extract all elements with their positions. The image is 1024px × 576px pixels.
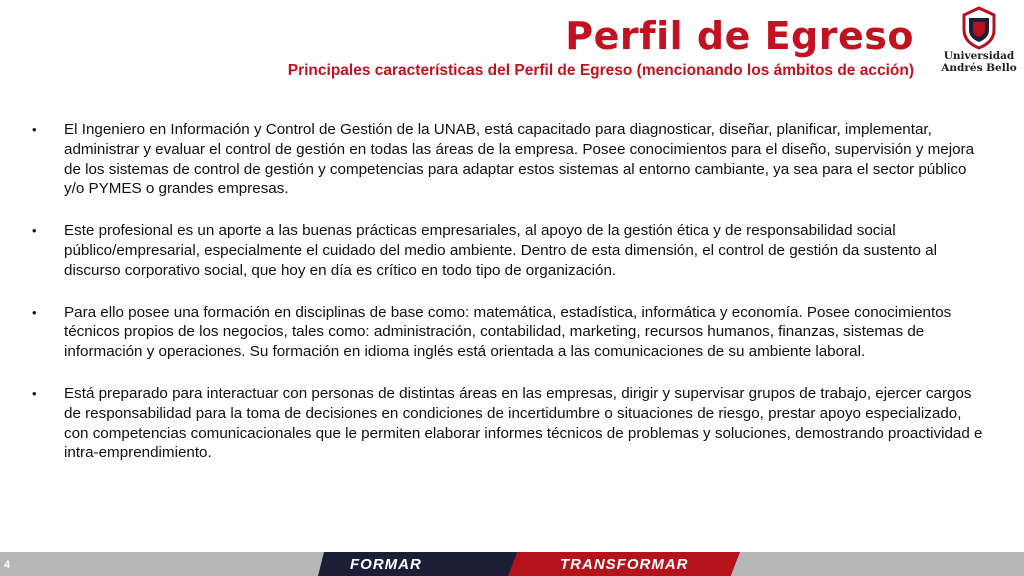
university-crest-icon <box>958 6 1000 50</box>
bullet-text: Está preparado para interactuar con personas de distintas áreas en las empresas, dirigir y supervisar grupos de trabajo, ejercer cargos de responsabilidad para la toma de decisiones en condiciones de incertidumbre o situaciones de riesgo, prestar apoyo especializado, con competencias comunicacionales que le permiten elaborar informes técnicos de problemas y soluciones, demostrando proactividad e intra-emprendimiento. <box>64 384 983 462</box>
bullet-item <box>30 303 990 362</box>
bullet-list <box>30 120 990 485</box>
footer-transformar-label: TRANSFORMAR <box>560 556 689 573</box>
page-title: Perfil de Egreso <box>565 14 914 58</box>
bullet-item <box>30 221 990 280</box>
bullet-item <box>30 384 990 463</box>
university-logo <box>940 6 1018 86</box>
footer-formar-label: FORMAR <box>350 556 422 573</box>
bullet-icon: • <box>32 304 37 320</box>
logo-line-2: Andrés Bello <box>941 62 1017 74</box>
logo-line-1: Universidad <box>943 50 1015 62</box>
page-number: 4 <box>4 559 11 571</box>
bullet-text: El Ingeniero en Información y Control de Gestión de la UNAB, está capacitado para diagnosticar, diseñar, planificar, implementar, administrar y evaluar el control de gestión en todas las áreas de la empresa. Posee conocimientos para el diseño, supervisión y mejora de los sistemas de control de gestión y competencias para adaptar estos sistemas al entorno cambiante, ya sea para el sector público y/o PYMES o grandes empresas. <box>64 121 975 198</box>
page-subtitle: Principales características del Perfil de Egreso (mencionando los ámbitos de acción) <box>287 62 914 79</box>
bullet-icon: • <box>32 122 37 137</box>
bullet-item <box>30 120 990 199</box>
bullet-icon: • <box>32 385 37 401</box>
bullet-text: Para ello posee una formación en disciplinas de base como: matemática, estadística, informática y economía. Posee conocimientos técnicos propios de los negocios, tales como: administración, contabilidad, marketing, recursos humanos, finanzas, sistemas de información y operaciones. Su formación en idioma inglés está orientada a las comunicaciones de su ambiente laboral. <box>64 303 952 361</box>
bullet-text: Este profesional es un aporte a las buenas prácticas empresariales, al apoyo de la gestión ética y de responsabilidad social público/empresarial, especialmente el cuidado del medio ambiente. Dentro de esta dimensión, el control de gestión da sustento al discurso corporativo social, que hoy en día es crítico en todo tipo de organización. <box>64 222 937 279</box>
bullet-icon: • <box>32 223 37 239</box>
